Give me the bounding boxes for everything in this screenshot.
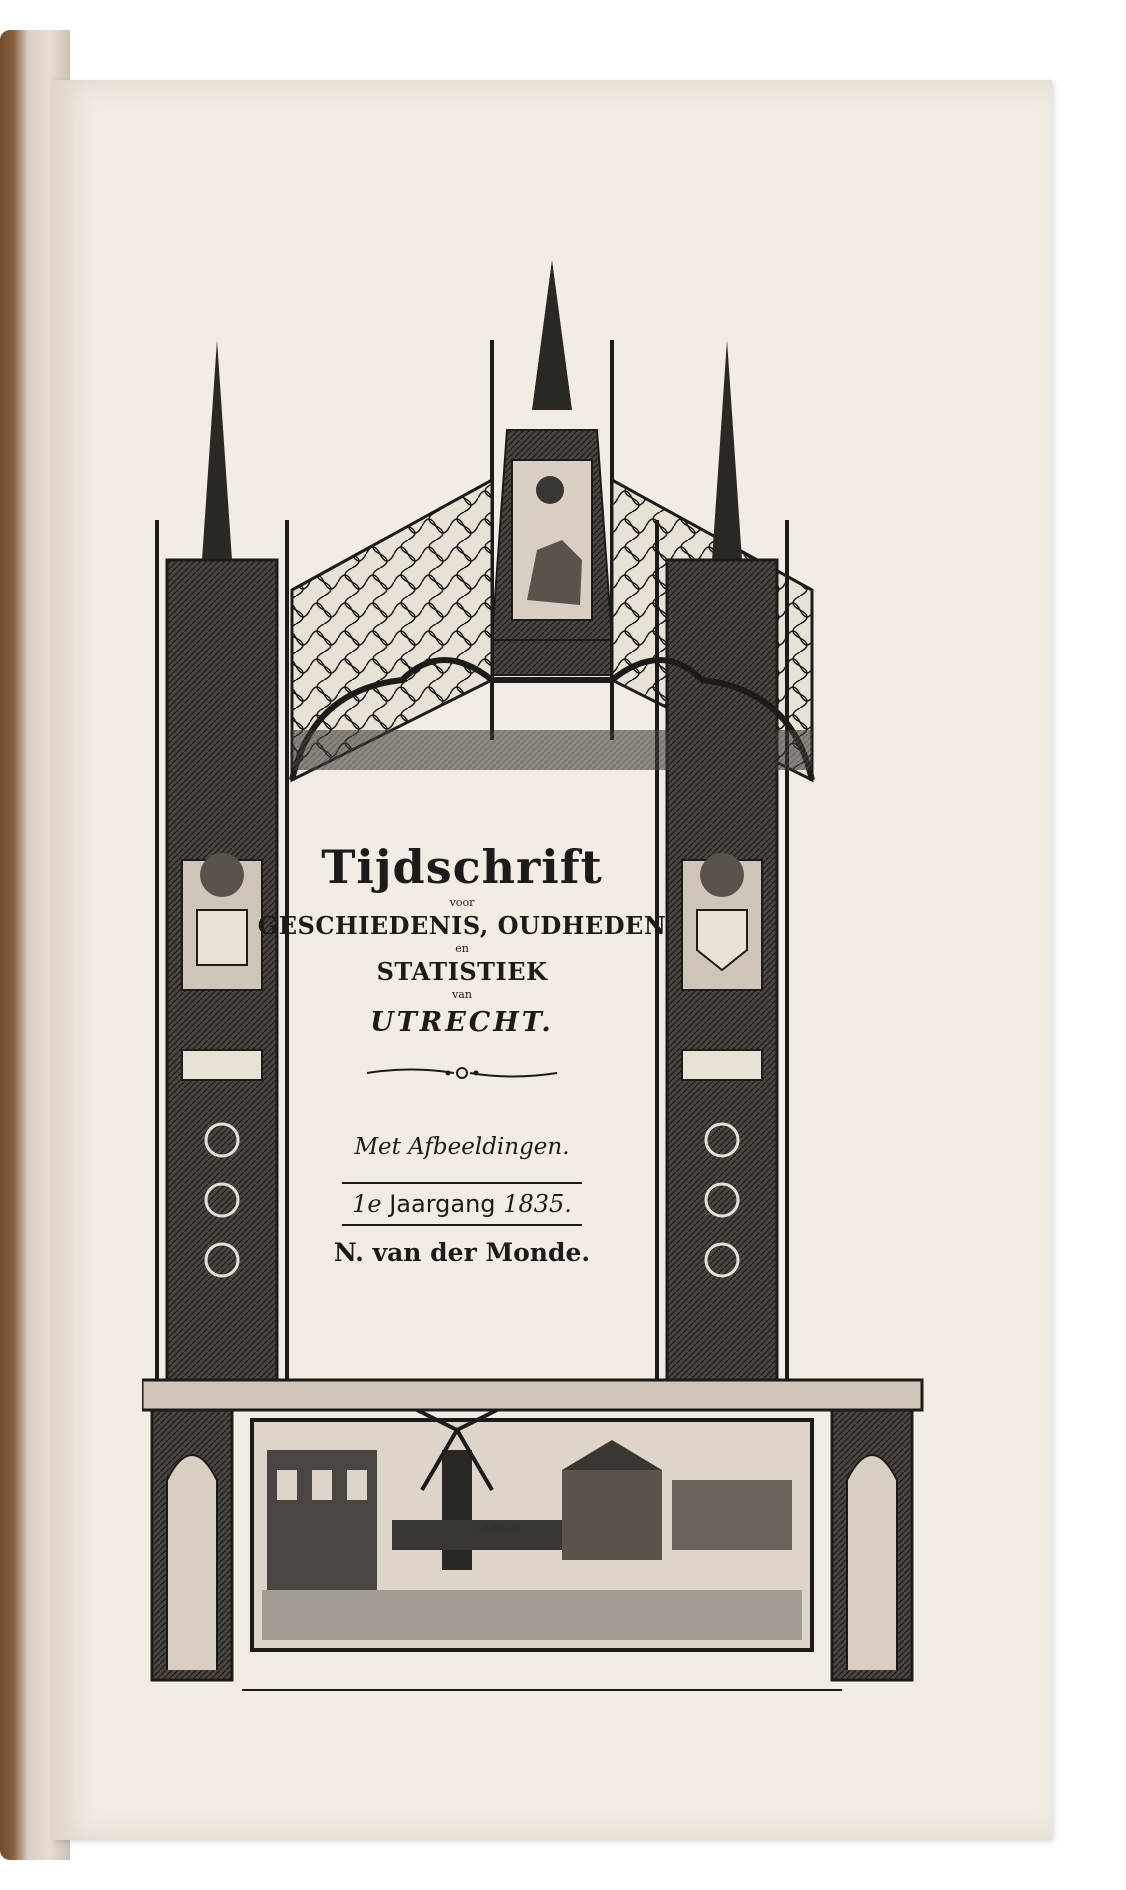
word-voor: voor [449,896,475,909]
engraver-signature: L.ABIUM [472,1523,521,1534]
ornament-divider-icon [362,1064,562,1082]
volume-print: Jaargang [389,1190,496,1218]
volume-hand-year: 1835. [503,1190,572,1218]
city-name: UTRECHT. [370,1007,554,1038]
title-text-panel [257,680,667,1360]
subtitle-line-2: STATISTIEK [376,957,548,986]
publisher-name: N. van der Monde. [333,1238,591,1267]
word-en: en [455,942,469,955]
word-van: van [452,988,472,1001]
volume-line [342,1182,582,1226]
volume-hand-prefix: 1e [352,1190,382,1218]
illustrations-note: Met Afbeeldingen. [354,1134,570,1160]
journal-title: Tijdschrift [321,840,603,894]
title-page [52,80,1052,1840]
subtitle-line-1: GESCHIEDENIS, OUDHEDEN [257,911,667,940]
